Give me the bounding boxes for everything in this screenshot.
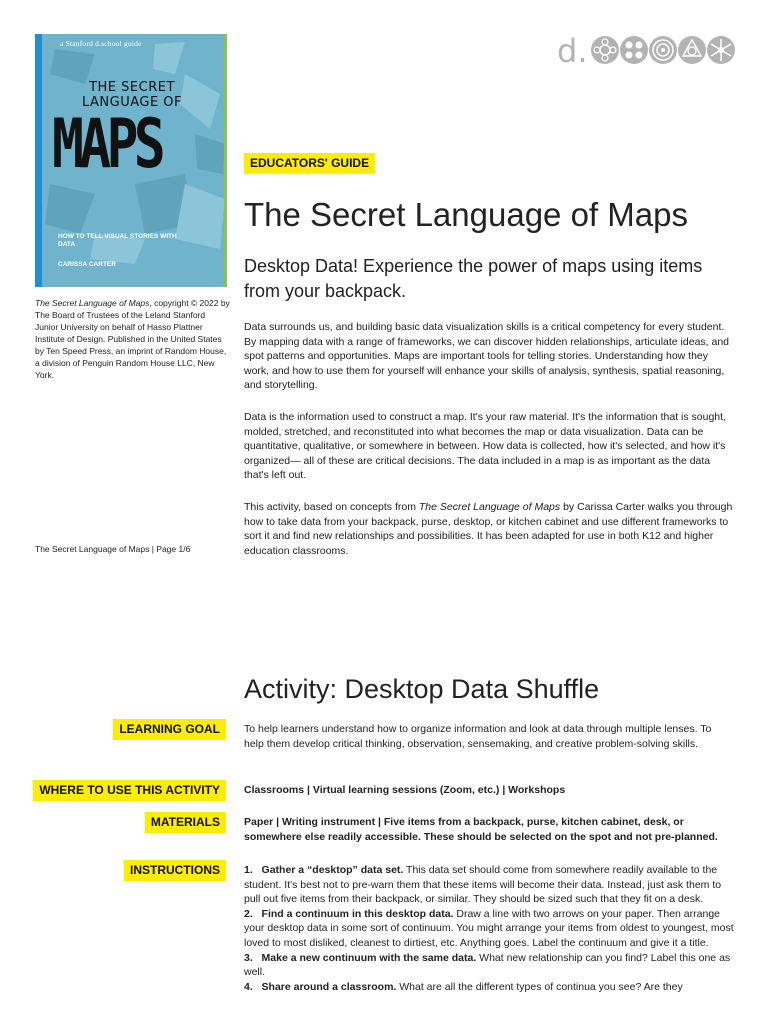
cover-spine-right (224, 34, 227, 287)
copyright-notice (35, 297, 230, 381)
activity-title: Activity: Desktop Data Shuffle (244, 674, 600, 704)
instruction-step (244, 980, 734, 995)
instructions-label: INSTRUCTIONS (124, 860, 226, 881)
triangle-knot-icon (678, 36, 706, 64)
p3-before: This activity, based on concepts from (244, 501, 419, 513)
page-subtitle: Desktop Data! Experience the power of maps using items from your backpack. (244, 256, 703, 301)
instruction-step (244, 863, 734, 907)
page-footer: The Secret Language of Maps | Page 1/6 (35, 544, 191, 554)
instruction-step (244, 907, 734, 951)
cover-tag: a Stanford d.school guide (60, 39, 142, 48)
intro-paragraph-1: Data surrounds us, and building basic data visualization skills is a critical competency for every student. By mapping data with a range of frameworks, we can discover hidden relationships, articulate ideas, and spot patterns and opportunities. Maps are important tools for telling stories. Understanding how they work, and how to use them for yourself will enhance your skills of analysis, synthesis, spatial reasoning, and storytelling. (244, 321, 730, 392)
p3-book-title: The Secret Language of Maps (418, 501, 561, 513)
cover-author: CARISSA CARTER (58, 261, 116, 268)
step-number: 2. (244, 907, 253, 920)
step-heading: Find a continuum in this desktop data. (261, 907, 454, 920)
step-text: This data set should come from somewhere readily available to the student. It's best not to pre-warn them that these items will become their data. Instead, just ask them to pull out five items from their backpack, or similar. They should be sized such that they fit on a desk. (244, 864, 722, 906)
cover-title-line1: THE SECRET (89, 80, 175, 95)
page-title: The Secret Language of Maps (244, 196, 688, 233)
dschool-logo-letter: d. (557, 32, 588, 70)
instruction-step (244, 951, 734, 980)
materials-text: Paper | Writing instrument | Five items from a backpack, purse, kitchen cabinet, desk, or somewhere else readily accessible. These should be selected on the spot and not pre-planned. (244, 816, 718, 843)
step-heading: Make a new continuum with the same data. (261, 951, 477, 964)
cover-subtitle: HOW TO TELL VISUAL STORIES WITH DATA (58, 233, 177, 248)
where-to-use-text: Classrooms | Virtual learning sessions (Zoom, etc.) | Workshops (244, 784, 566, 796)
step-number: 3. (244, 951, 253, 964)
step-number: 1. (244, 864, 253, 876)
snowflake-icon (707, 36, 735, 64)
intro-paragraph-3 (244, 500, 734, 558)
target-icon (649, 36, 677, 64)
step-number: 4. (244, 980, 253, 993)
circles-icon (620, 36, 648, 64)
flower-icon (591, 36, 619, 64)
educators-guide-label: EDUCATORS' GUIDE (244, 153, 375, 174)
step-heading: Gather a “desktop” data set. (261, 864, 404, 876)
step-heading: Share around a classroom. (261, 980, 397, 993)
copyright-book-title: The Secret Language of Maps (35, 298, 150, 308)
intro-paragraph-2: Data is the information used to construct a map. It's your raw material. It's the information that is sought, molded, stretched, and reconstituted into what becomes the map or data visualization. Data can be quantitative, qualitative, or somewhere in between. How data is collected, how it's selected, and how it's organized— all of these are critical decisions. The data included in a map is as important as the data that's left out. (244, 411, 726, 482)
step-text: What new relationship can you find? Label this one as well. (244, 951, 731, 979)
copyright-text: , copyright © 2022 by The Board of Trustees of the Leland Stanford Junior University on behalf of Hasso Plattner Institute of Design. Published in the United States by Ten Speed Press, an imprint of Random House, a division of Penguin Random House LLC, New York. (35, 298, 230, 380)
dschool-logo-icons (590, 34, 736, 66)
cover-title-line2: LANGUAGE OF (81, 95, 183, 110)
learning-goal-label: LEARNING GOAL (113, 719, 226, 740)
cover-spine-left (35, 34, 42, 287)
cover-title-maps: MAPS (52, 105, 162, 184)
where-to-use-label: WHERE TO USE THIS ACTIVITY (33, 780, 226, 801)
step-text: Draw a line with two arrows on your paper. Then arrange your desktop data in some sort of continuum. You might arrange your items from oldest to youngest, most loved to most disliked, cleanest to dirtiest, etc. Anything goes. Label the continuum and give it a title. (244, 907, 734, 949)
materials-label: MATERIALS (145, 812, 226, 833)
step-text: What are all the different types of continua you see? Are they (396, 980, 683, 993)
instructions-list (244, 863, 734, 994)
learning-goal-text: To help learners understand how to organize information and look at data through multiple lenses. To help them develop critical thinking, observation, sensemaking, and creative problem-solving skills. (244, 723, 712, 750)
p3-after: by Carissa Carter walks you through how to take data from your backpack, purse, desktop, or kitchen cabinet and use different frameworks to sort it and find new relationships and possibilities. It has been adapted for use in both K12 and higher education classrooms. (244, 501, 733, 557)
